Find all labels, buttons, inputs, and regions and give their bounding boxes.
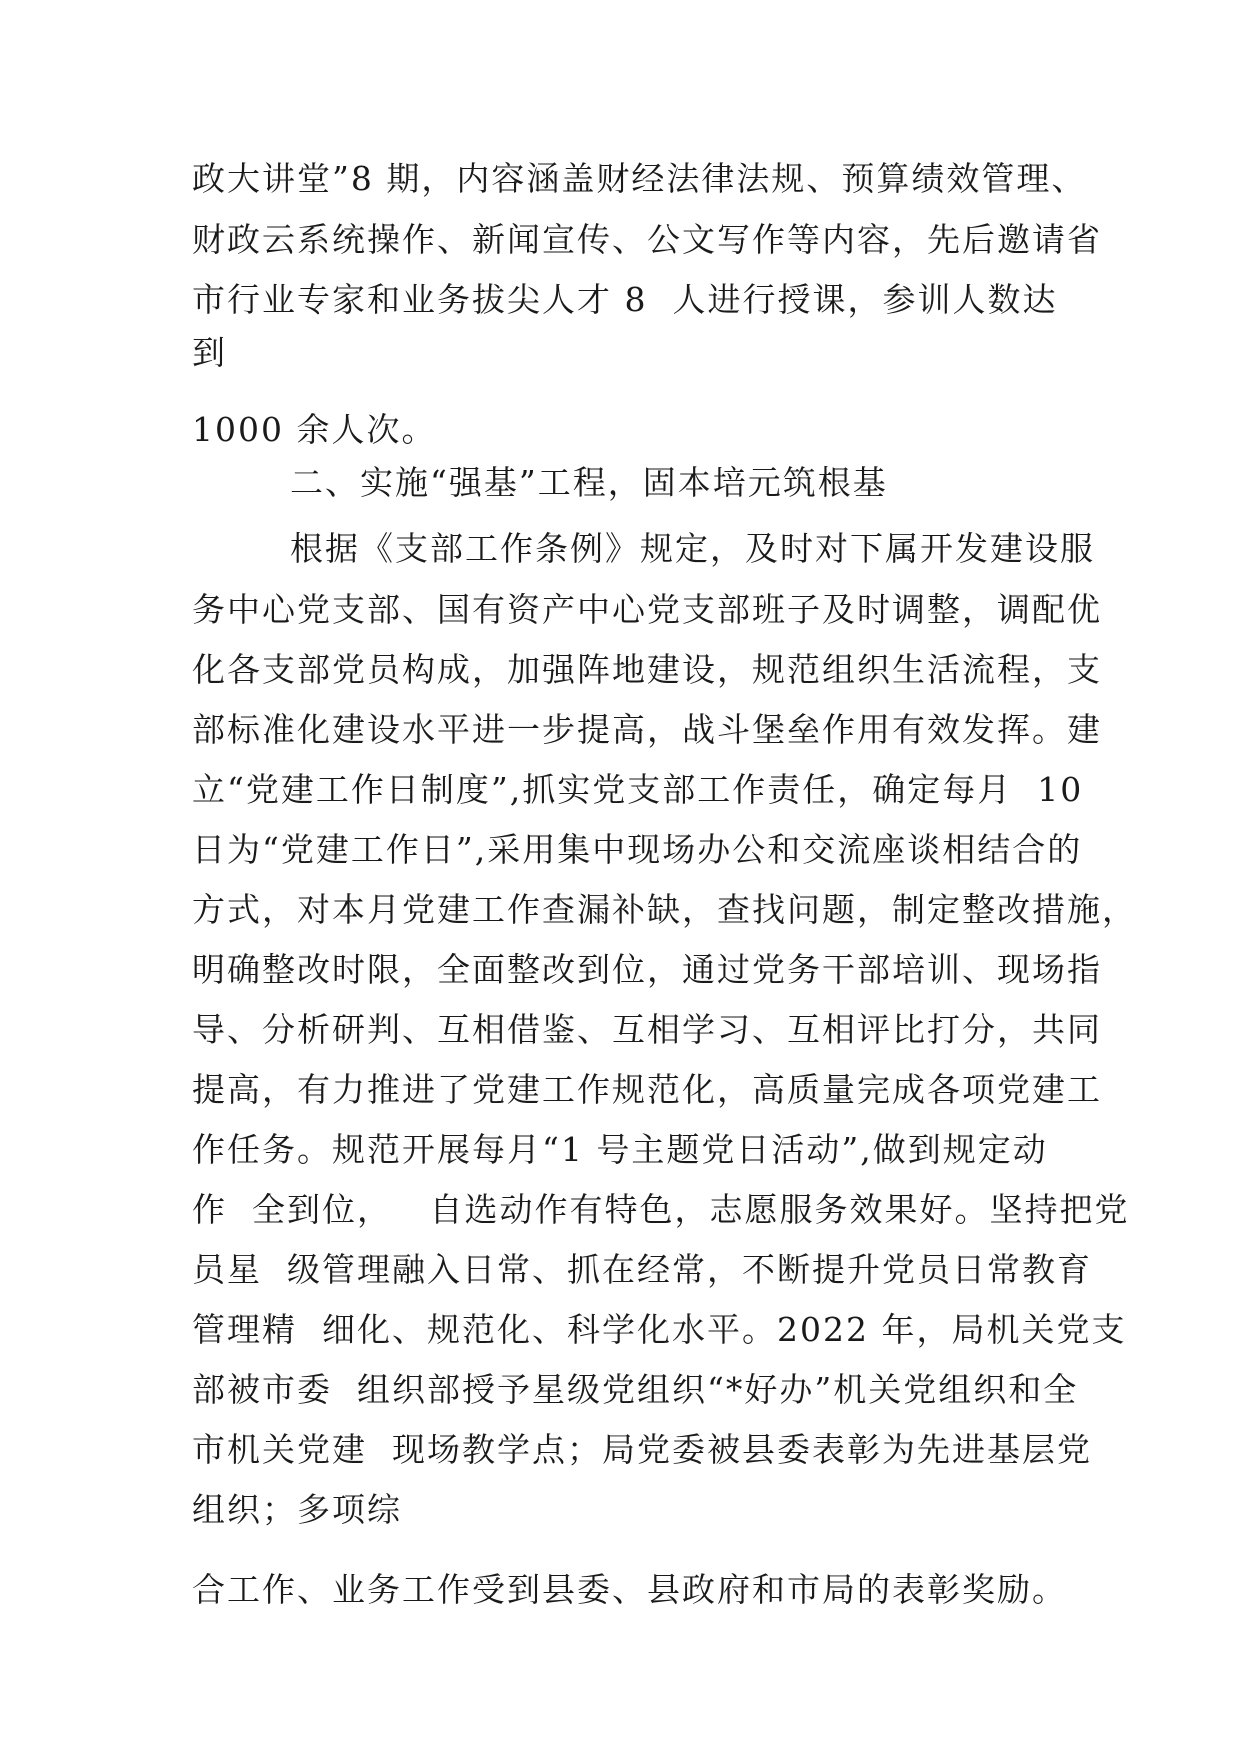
- text-line: 1000 余人次。: [192, 410, 437, 449]
- text-line: 财政云系统操作、新闻宣传、公文写作等内容，先后邀请省: [192, 220, 1102, 259]
- paragraph-first-line: 根据《支部工作条例》规定，及时对下属开发建设服: [290, 529, 1095, 568]
- text-line: 政大讲堂”8 期，内容涵盖财经法律法规、预算绩效管理、: [192, 159, 1087, 198]
- text-line: 部被市委 组织部授予星级党组织“*好办”机关党组织和全: [192, 1370, 1079, 1409]
- text-line: 组织；多项综: [192, 1490, 402, 1529]
- text-line: 化各支部党员构成，加强阵地建设，规范组织生活流程，支: [192, 650, 1102, 689]
- text-line: 方式，对本月党建工作查漏补缺，查找问题，制定整改措施，: [192, 890, 1137, 929]
- section-heading: 二、实施“强基”工程，固本培元筑根基: [290, 463, 888, 502]
- text-line: 日为“党建工作日”,采用集中现场办公和交流座谈相结合的: [192, 830, 1083, 869]
- text-line: 市行业专家和业务拔尖人才 8 人进行授课，参训人数达: [192, 280, 1058, 319]
- text-line: 导、分析研判、互相借鉴、互相学习、互相评比打分，共同: [192, 1010, 1102, 1049]
- text-line: 明确整改时限，全面整改到位，通过党务干部培训、现场指: [192, 950, 1102, 989]
- text-line: 部标准化建设水平进一步提高，战斗堡垒作用有效发挥。建: [192, 710, 1102, 749]
- text-line: 立“党建工作日制度”,抓实党支部工作责任，确定每月 10: [192, 770, 1084, 809]
- text-line: 务中心党支部、国有资产中心党支部班子及时调整，调配优: [192, 590, 1102, 629]
- text-line: 到: [192, 333, 227, 372]
- text-line: 作任务。规范开展每月“1 号主题党日活动”,做到规定动: [192, 1130, 1048, 1169]
- text-line: 市机关党建 现场教学点；局党委被县委表彰为先进基层党: [192, 1430, 1092, 1469]
- text-line: 提高，有力推进了党建工作规范化，高质量完成各项党建工: [192, 1070, 1102, 1109]
- text-line: 管理精 细化、规范化、科学化水平。2022 年，局机关党支: [192, 1310, 1127, 1349]
- text-line: 员星 级管理融入日常、抓在经常，不断提升党员日常教育: [192, 1250, 1092, 1289]
- text-line: 作 全到位， 自选动作有特色，志愿服务效果好。坚持把党: [192, 1190, 1130, 1229]
- text-line: 合工作、业务工作受到县委、县政府和市局的表彰奖励。: [192, 1570, 1067, 1609]
